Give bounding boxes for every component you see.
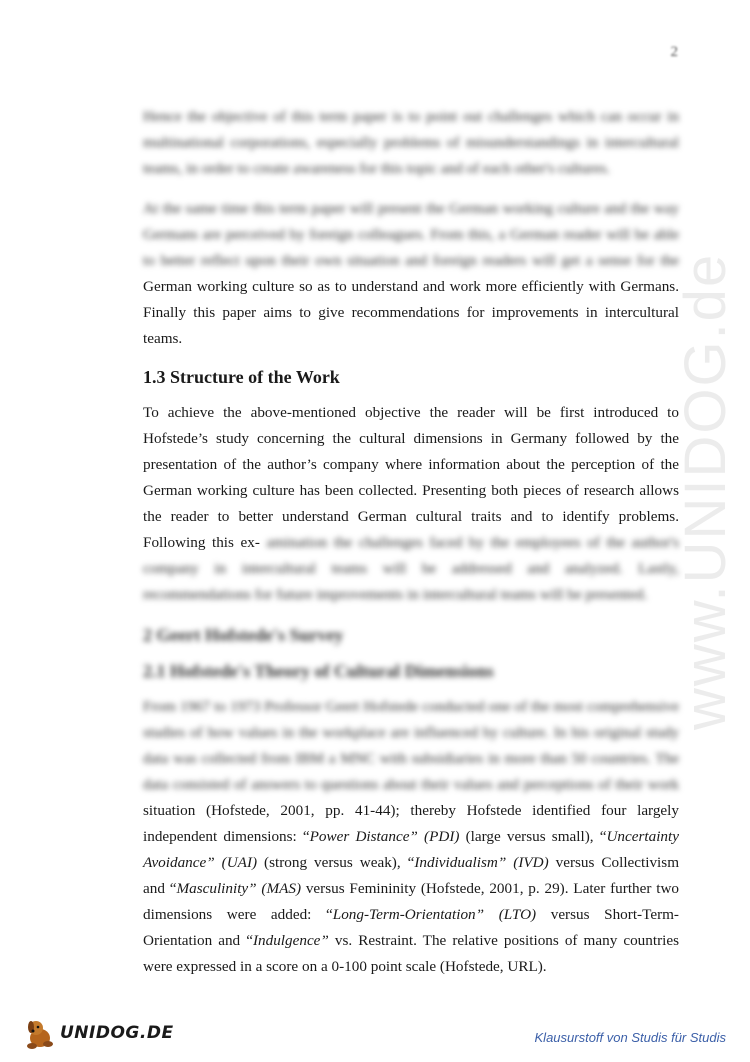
paragraph-text	[143, 802, 679, 975]
italic-term: Power Distance” (PDI)	[309, 828, 460, 845]
italic-term: Indulgence”	[252, 932, 329, 949]
blurred-text: At the same time this term paper will present the German working culture and the way Germans are perceived by foreign colleagues. From this, a German reader will be able to better reflect upon their own situation and foreign readers will get a sense for the	[143, 200, 679, 269]
section-heading-2-1: 2.1 Hofstede's Theory of Cultural Dimensions	[143, 661, 494, 681]
blurred-text: amination the challenges faced by the employees of the author's company in intercultural teams will be addressed and analyzed. Lastly, recommendations for future improvements in intercultural teams will be presented.	[143, 534, 679, 603]
italic-term: Uncertainty Avoidance” (UAI)	[143, 828, 679, 871]
paragraph-text: German working culture so as to understand and work more efficiently with Germans. Finally this paper aims to give recommendations for improvements in intercultural teams.	[143, 278, 679, 347]
blurred-paragraph: Hence the objective of this term paper is to point out challenges which can occur in multinational corporations, especially problems of misunderstandings in intercultural teams, in order to create awareness for this topic and of each other's cultures.	[143, 108, 679, 177]
page-number: 2	[670, 44, 678, 60]
paragraph	[143, 196, 679, 352]
paragraph-text: To achieve the above-mentioned objective the reader will be first introduced to Hofstede’s study concerning the cultural dimensions in Germany followed by the presentation of the author’s company where information about the perception of the German working culture has been collected. Presenting both pieces of research allows the reader to better understand German cultural traits and to identify problems. Following this ex-	[143, 404, 679, 551]
paragraph	[143, 400, 679, 608]
text-run: situation (Hofstede, 2001, pp. 41-44); thereby Hofstede identified four largely independent dimensions: “	[143, 802, 679, 845]
footer-slogan: Klausurstoff von Studis für Studis	[534, 1030, 726, 1045]
italic-term: Masculinity” (MAS)	[176, 880, 302, 897]
text-run: vs. Restraint. The relative positions of many countries were expressed in a score on a 0-100 point scale (Hofstede, URL).	[143, 932, 680, 975]
unidog-logo[interactable]	[22, 1016, 174, 1050]
logo-text: UNIDOG.DE	[60, 1023, 174, 1043]
dog-icon	[22, 1016, 58, 1050]
text-run: (strong versus weak), “	[257, 854, 415, 871]
italic-term: Individualism” (IVD)	[414, 854, 549, 871]
text-run: versus Collectivism and “	[143, 854, 680, 897]
blurred-text: From 1967 to 1973 Professor Geert Hofstede conducted one of the most comprehensive studies of how values in the workplace are influenced by culture. In his original study data was collected from IBM a MNC with subsidiaries in more than 50 countries. The data consisted of answers to questions about their values and perceptions of their work	[143, 698, 679, 793]
italic-term: Long-Term-Orientation” (LTO)	[332, 906, 537, 923]
text-run: versus Femininity (Hofstede, 2001, p. 29). Later further two dimensions were added: “	[143, 880, 680, 923]
section-heading-1-3: 1.3 Structure of the Work	[143, 367, 340, 387]
watermark: www.UNIDOG.de	[673, 252, 738, 730]
document-body	[143, 104, 679, 994]
text-run: versus Short-Term-Orientation and “	[143, 906, 679, 949]
text-run: (large versus small), “	[459, 828, 607, 845]
paragraph	[143, 694, 679, 980]
section-heading-2: 2 Geert Hofstede's Survey	[143, 625, 344, 645]
